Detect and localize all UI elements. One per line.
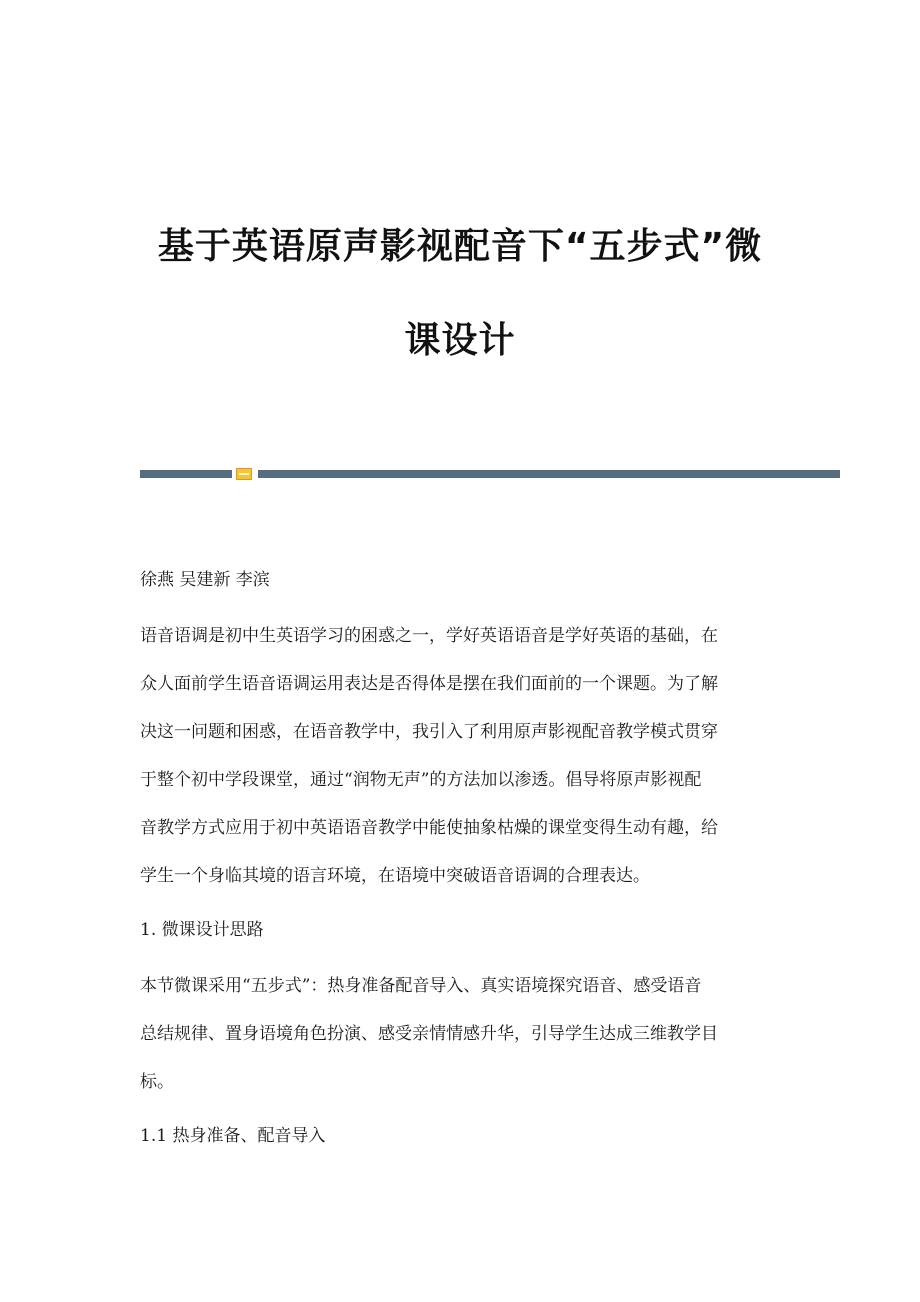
paragraph-line: 标。 — [140, 1072, 174, 1092]
section-heading: 1. 微课设计思路 — [140, 920, 264, 940]
paragraph-line: 本节微课采用“五步式”：热身准备配音导入、真实语境探究语音、感受语音 — [140, 976, 702, 996]
title-line-1: 基于英语原声影视配音下“五步式”微 — [157, 226, 763, 267]
subsection-heading: 1.1 热身准备、配音导入 — [140, 1126, 326, 1146]
authors: 徐燕 吴建新 李滨 — [140, 570, 270, 590]
intro-paragraph — [140, 612, 776, 900]
paragraph-line: 音教学方式应用于初中英语语音教学中能使抽象枯燥的课堂变得生动有趣，给 — [140, 818, 718, 838]
paragraph-line: 语音语调是初中生英语学习的困惑之一，学好英语语音是学好英语的基础，在 — [140, 626, 718, 646]
title-line-2: 课设计 — [404, 320, 516, 361]
divider-ornament-icon — [236, 468, 252, 480]
paragraph-line: 学生一个身临其境的语言环境，在语境中突破语音语调的合理表达。 — [140, 866, 650, 886]
design-paragraph — [140, 962, 776, 1106]
paragraph-line: 众人面前学生语音语调运用表达是否得体是摆在我们面前的一个课题。为了解 — [140, 674, 718, 694]
paragraph-line: 于整个初中学段课堂，通过“润物无声”的方法加以渗透。倡导将原声影视配 — [140, 770, 702, 790]
divider-left-bar — [140, 470, 232, 478]
paragraph-line: 总结规律、置身语境角色扮演、感受亲情情感升华，引导学生达成三维教学目 — [140, 1024, 718, 1044]
divider-right-bar — [258, 470, 840, 478]
paragraph-line: 决这一问题和困惑，在语音教学中，我引入了利用原声影视配音教学模式贯穿 — [140, 722, 718, 742]
